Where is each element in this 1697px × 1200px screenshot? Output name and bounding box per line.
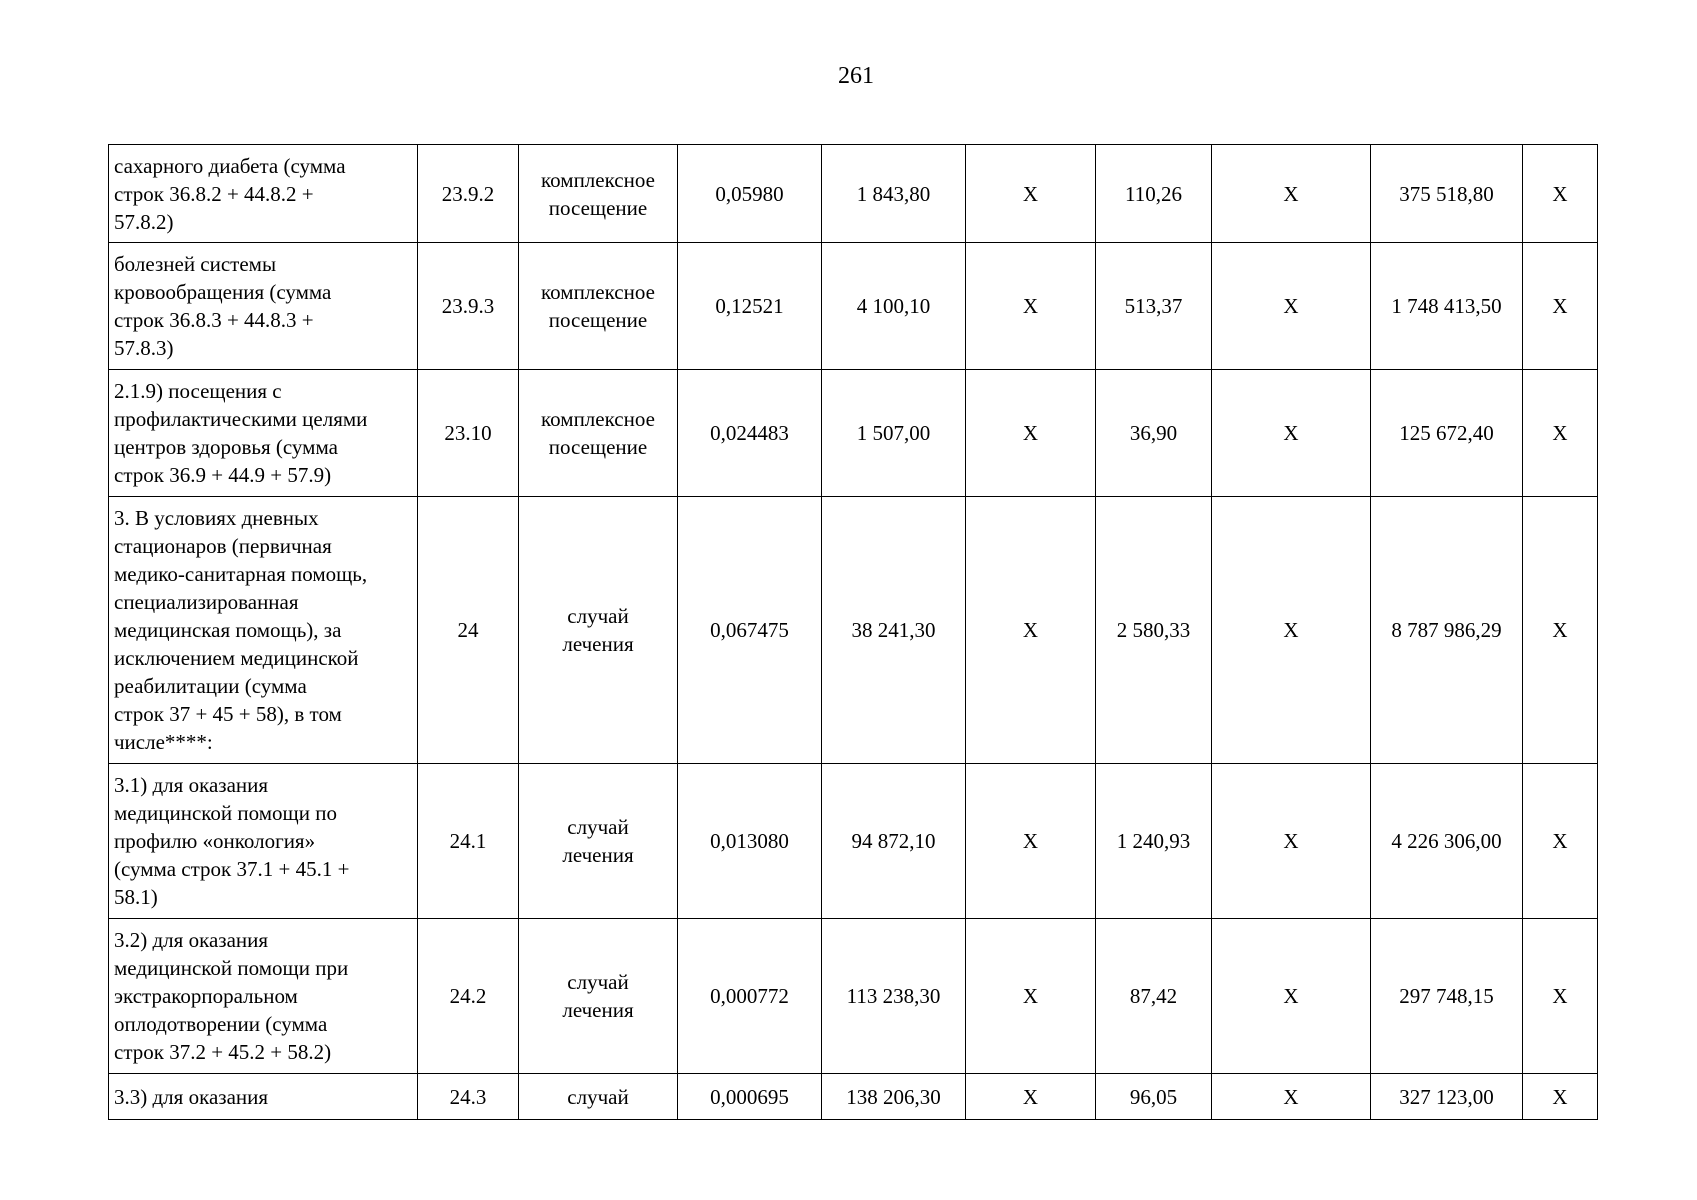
per-capita-cell: 1 240,93 — [1096, 764, 1212, 919]
x-cell: Х — [1212, 1074, 1371, 1120]
page-number: 261 — [838, 63, 874, 89]
indicator-name-line: 3.1) для оказания — [114, 773, 269, 797]
unit-cell — [519, 145, 678, 243]
total-cell: 4 226 306,00 — [1371, 764, 1523, 919]
norm-cell: 0,12521 — [678, 243, 822, 370]
indicator-name-cell — [109, 497, 418, 764]
table-row — [109, 243, 1598, 370]
indicator-name-line: 2.1.9) посещения с — [114, 379, 282, 403]
indicator-name-line: медицинской помощи по — [114, 801, 337, 825]
total-cell: 297 748,15 — [1371, 919, 1523, 1074]
cost-cell: 113 238,30 — [822, 919, 966, 1074]
table-row — [109, 764, 1598, 919]
norm-cell: 0,024483 — [678, 370, 822, 497]
indicator-name-line: медицинской помощи при — [114, 956, 349, 980]
x-cell: Х — [1212, 497, 1371, 764]
cost-cell: 1 507,00 — [822, 370, 966, 497]
x-cell: Х — [1523, 243, 1598, 370]
x-cell: Х — [1523, 1074, 1598, 1120]
unit-cell — [519, 919, 678, 1074]
total-cell: 327 123,00 — [1371, 1074, 1523, 1120]
indicator-name-line: медицинская помощь), за — [114, 618, 342, 642]
total-cell: 8 787 986,29 — [1371, 497, 1523, 764]
indicator-name-cell — [109, 764, 418, 919]
unit-line: лечения — [562, 998, 634, 1022]
unit-line: комплексное — [541, 280, 655, 304]
indicator-name-line: болезней системы — [114, 252, 277, 276]
unit-line: случай — [567, 1084, 629, 1109]
unit-cell — [519, 497, 678, 764]
indicator-name-cell — [109, 1074, 418, 1120]
x-cell: Х — [1523, 145, 1598, 243]
table-row — [109, 919, 1598, 1074]
unit-cell — [519, 764, 678, 919]
unit-line: случай — [567, 604, 629, 628]
unit-cell — [519, 370, 678, 497]
per-capita-cell: 513,37 — [1096, 243, 1212, 370]
x-cell: Х — [1212, 919, 1371, 1074]
unit-line: комплексное — [541, 407, 655, 431]
indicator-name-cell — [109, 370, 418, 497]
row-code-cell: 23.9.2 — [418, 145, 519, 243]
row-code-cell: 23.9.3 — [418, 243, 519, 370]
per-capita-cell: 110,26 — [1096, 145, 1212, 243]
indicator-name-line: строк 36.9 + 44.9 + 57.9) — [114, 463, 332, 487]
table-body — [109, 145, 1598, 1120]
norm-cell: 0,013080 — [678, 764, 822, 919]
norm-cell: 0,05980 — [678, 145, 822, 243]
row-code-cell: 23.10 — [418, 370, 519, 497]
x-cell: Х — [966, 243, 1096, 370]
row-code-cell: 24.2 — [418, 919, 519, 1074]
unit-line: посещение — [548, 195, 648, 220]
x-cell: Х — [966, 764, 1096, 919]
per-capita-cell: 96,05 — [1096, 1074, 1212, 1120]
per-capita-cell: 36,90 — [1096, 370, 1212, 497]
table-row — [109, 1074, 1598, 1120]
indicator-name-line: центров здоровья (сумма — [114, 435, 338, 459]
indicator-name-cell — [109, 243, 418, 370]
x-cell: Х — [966, 497, 1096, 764]
unit-line: случай — [567, 970, 629, 994]
cost-cell: 4 100,10 — [822, 243, 966, 370]
indicator-name-line: 57.8.2) — [114, 209, 174, 234]
total-cell: 1 748 413,50 — [1371, 243, 1523, 370]
norms-table — [108, 144, 1598, 1120]
x-cell: Х — [966, 145, 1096, 243]
indicator-name-line: (сумма строк 37.1 + 45.1 + — [114, 857, 350, 881]
indicator-name-line: числе****: — [114, 730, 213, 754]
x-cell: Х — [1523, 370, 1598, 497]
row-code-cell: 24 — [418, 497, 519, 764]
indicator-name-line: профилактическими целями — [114, 407, 368, 431]
unit-line: случай — [567, 815, 629, 839]
unit-line: лечения — [562, 843, 634, 867]
per-capita-cell: 87,42 — [1096, 919, 1212, 1074]
indicator-name-line: 3.3) для оказания — [114, 1084, 269, 1109]
x-cell: Х — [1212, 145, 1371, 243]
x-cell: Х — [1212, 764, 1371, 919]
x-cell: Х — [1212, 370, 1371, 497]
indicator-name-line: экстракорпоральном — [114, 984, 298, 1008]
x-cell: Х — [966, 1074, 1096, 1120]
indicator-name-line: 3.2) для оказания — [114, 928, 269, 952]
cost-cell: 138 206,30 — [822, 1074, 966, 1120]
indicator-name-line: 58.1) — [114, 885, 158, 909]
total-cell: 125 672,40 — [1371, 370, 1523, 497]
cost-cell: 94 872,10 — [822, 764, 966, 919]
total-cell: 375 518,80 — [1371, 145, 1523, 243]
unit-cell — [519, 243, 678, 370]
unit-line: лечения — [562, 632, 634, 656]
indicator-name-line: кровообращения (сумма — [114, 280, 332, 304]
indicator-name-line: строк 36.8.2 + 44.8.2 + — [114, 181, 314, 206]
cost-cell: 1 843,80 — [822, 145, 966, 243]
norm-cell: 0,000695 — [678, 1074, 822, 1120]
indicator-name-line: строк 37.2 + 45.2 + 58.2) — [114, 1040, 332, 1064]
per-capita-cell: 2 580,33 — [1096, 497, 1212, 764]
indicator-name-line: строк 37 + 45 + 58), в том — [114, 702, 342, 726]
indicator-name-line: 3. В условиях дневных — [114, 506, 319, 530]
unit-cell — [519, 1074, 678, 1120]
indicator-name-line: сахарного диабета (сумма — [114, 153, 346, 178]
x-cell: Х — [966, 919, 1096, 1074]
indicator-name-line: оплодотворении (сумма — [114, 1012, 328, 1036]
indicator-name-line: 57.8.3) — [114, 336, 174, 360]
table-row — [109, 145, 1598, 243]
indicator-name-cell — [109, 145, 418, 243]
indicator-name-line: медико-санитарная помощь, — [114, 562, 368, 586]
indicator-name-line: исключением медицинской — [114, 646, 359, 670]
x-cell: Х — [1523, 919, 1598, 1074]
table-row — [109, 370, 1598, 497]
indicator-name-line: профилю «онкология» — [114, 829, 316, 853]
x-cell: Х — [966, 370, 1096, 497]
indicator-name-line: специализированная — [114, 590, 299, 614]
indicator-name-line: строк 36.8.3 + 44.8.3 + — [114, 308, 314, 332]
table-row — [109, 497, 1598, 764]
cost-cell: 38 241,30 — [822, 497, 966, 764]
norm-cell: 0,067475 — [678, 497, 822, 764]
indicator-name-cell — [109, 919, 418, 1074]
x-cell: Х — [1523, 497, 1598, 764]
norm-cell: 0,000772 — [678, 919, 822, 1074]
unit-line: комплексное — [541, 167, 655, 192]
row-code-cell: 24.3 — [418, 1074, 519, 1120]
indicator-name-line: реабилитации (сумма — [114, 674, 307, 698]
indicator-name-line: стационаров (первичная — [114, 534, 332, 558]
row-code-cell: 24.1 — [418, 764, 519, 919]
x-cell: Х — [1523, 764, 1598, 919]
x-cell: Х — [1212, 243, 1371, 370]
unit-line: посещение — [548, 435, 648, 459]
unit-line: посещение — [548, 308, 648, 332]
